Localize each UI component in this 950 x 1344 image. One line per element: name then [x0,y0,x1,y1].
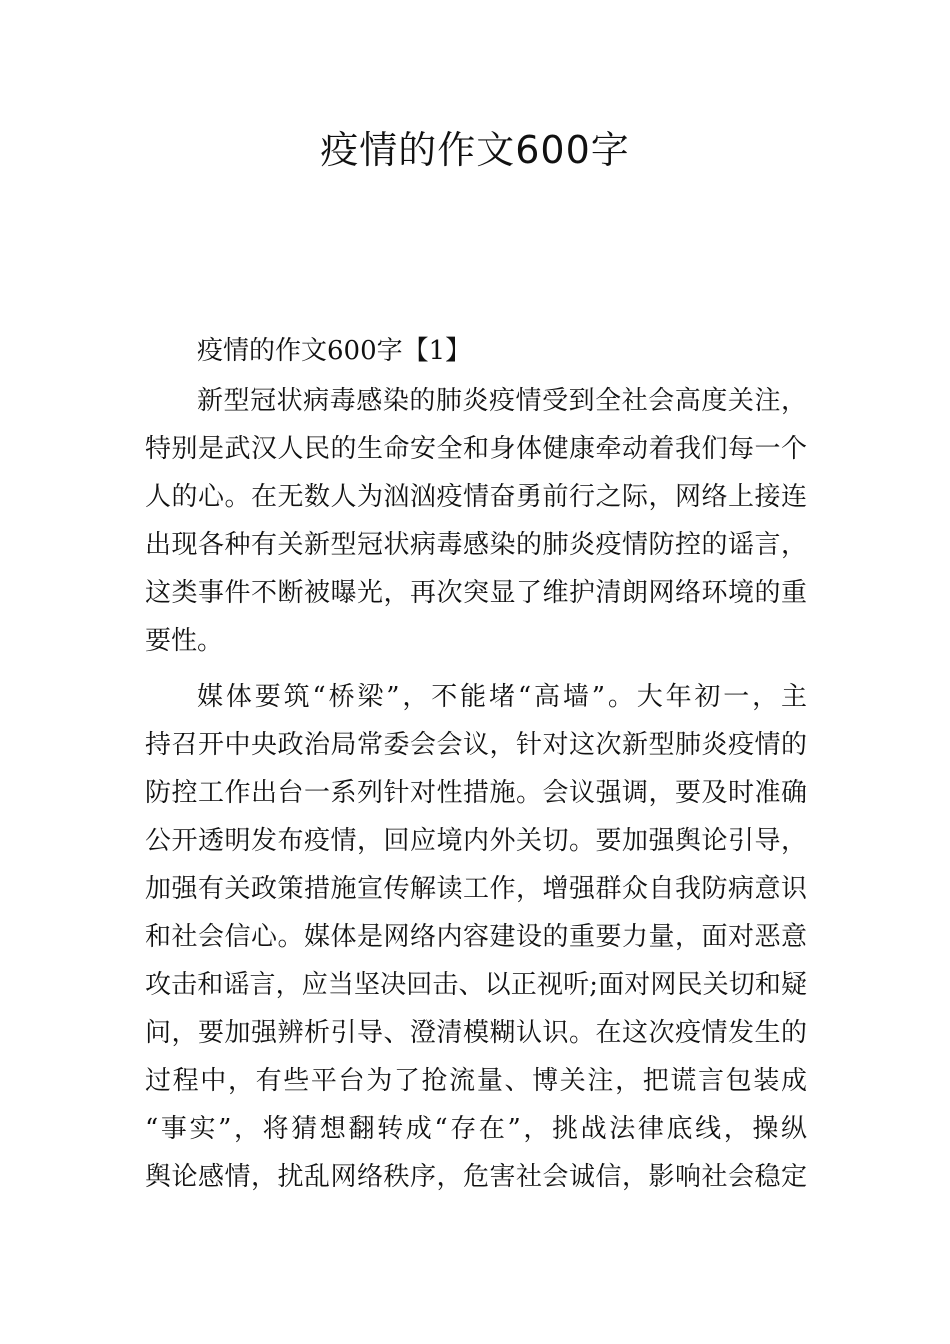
paragraph-line: 防控工作出台一系列针对性措施。会议强调，要及时准确 [145,778,807,808]
paragraph-line: 要性。 [145,626,224,656]
paragraph-line: 加强有关政策措施宣传解读工作，增强群众自我防病意识 [145,874,807,904]
paragraph-line: 出现各种有关新型冠状病毒感染的肺炎疫情防控的谣言， [145,530,807,560]
paragraph-line: 这类事件不断被曝光，再次突显了维护清朗网络环境的重 [145,578,807,608]
document-body [145,327,807,1209]
paragraph-line: 公开透明发布疫情，回应境内外关切。要加强舆论引导， [145,826,807,856]
paragraph-line: 特别是武汉人民的生命安全和身体健康牵动着我们每一个 [145,434,807,464]
paragraph-line: 过程中，有些平台为了抢流量、博关注，把谎言包装成 [145,1066,807,1096]
paragraph-line: 攻击和谣言，应当坚决回击、以正视听;面对网民关切和疑 [145,970,807,1000]
section-heading: 疫情的作文600字【1】 [197,336,472,366]
paragraph-line: 持召开中央政治局常委会会议，针对这次新型肺炎疫情的 [145,730,807,760]
paragraph-line: 问，要加强辨析引导、澄清模糊认识。在这次疫情发生的 [145,1018,807,1048]
paragraph-line: 人的心。在无数人为汹汹疫情奋勇前行之际，网络上接连 [145,482,807,512]
paragraph-line: “事实”，将猜想翻转成“存在”，挑战法律底线，操纵 [145,1114,807,1144]
paragraph-line: 新型冠状病毒感染的肺炎疫情受到全社会高度关注， [197,386,807,416]
paragraph-line: 和社会信心。媒体是网络内容建设的重要力量，面对恶意 [145,922,807,952]
paragraph-1 [145,377,807,665]
paragraph-line: 媒体要筑“桥梁”，不能堵“高墙”。大年初一，主 [197,682,807,712]
paragraph-line: 舆论感情，扰乱网络秩序，危害社会诚信，影响社会稳定 [145,1162,807,1192]
document-title: 疫情的作文600字 [320,128,630,172]
paragraph-2 [145,673,807,1201]
